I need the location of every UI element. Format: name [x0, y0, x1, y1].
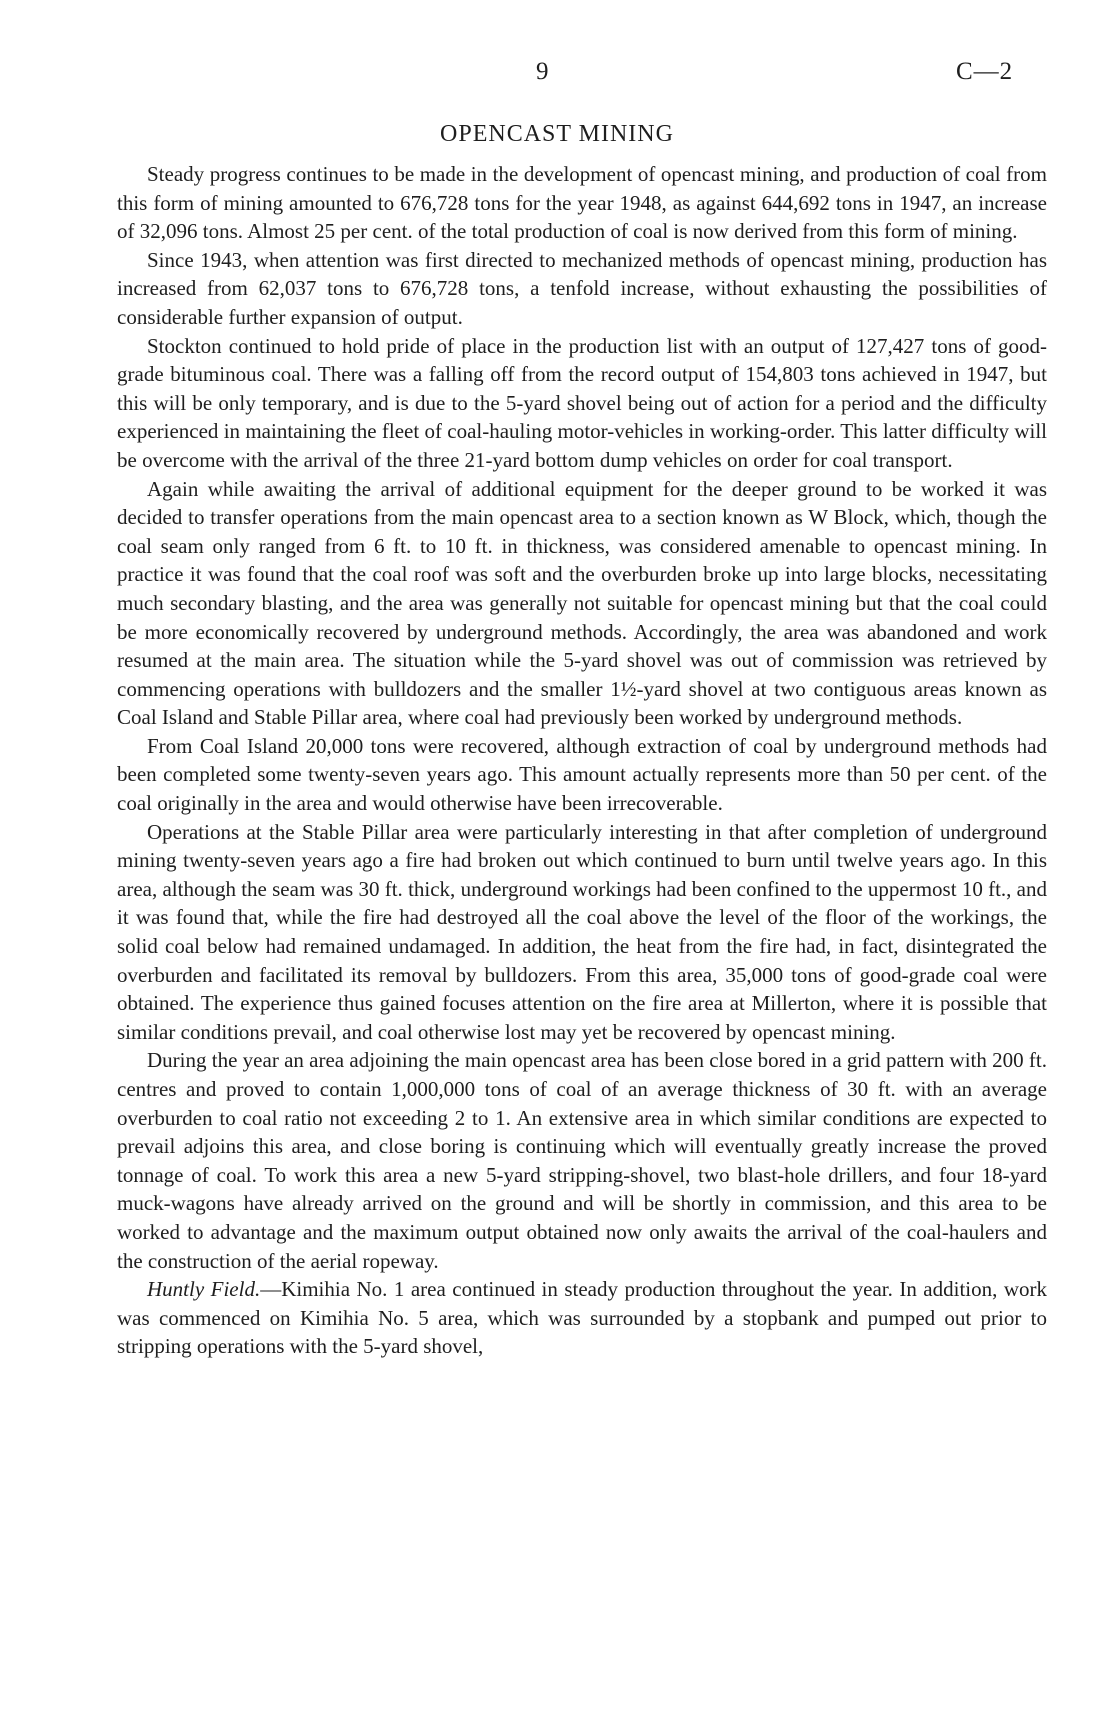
- paragraph-text: Stockton continued to hold pride of place in the production list with an output of 127,427 tons of good-grade bituminous coal. There was a falling off from the record output of 154,803 tons achieved in 1947, but this will be only temporary, and is due to the 5-yard shovel being out of action for a period and the difficulty experienced in maintaining the fleet of coal-hauling motor-vehicles in working-order. This latter difficulty will be overcome with the arrival of the three 21-yard bottom dump vehicles on order for coal transport.: [117, 333, 1047, 472]
- paragraph: [117, 475, 1047, 732]
- paragraph: [117, 732, 1047, 818]
- paragraph-lead-heading: Huntly Field.: [147, 1277, 261, 1302]
- report-code: C—2: [956, 58, 1014, 85]
- paragraph: [117, 246, 1047, 332]
- paragraph: [117, 1046, 1047, 1275]
- section-title: OPENCAST MINING: [440, 121, 674, 147]
- paragraph-text: Again while awaiting the arrival of additional equipment for the deeper ground to be worked it was decided to transfer operations from the main opencast area to a section known as W Block, which, though the coal seam only ranged from 6 ft. to 10 ft. in thickness, was considered amenable to opencast mining. In practice it was found that the coal roof was soft and the overburden broke up into large blocks, necessitating much secondary blasting, and the area was generally not suitable for opencast mining but that the coal could be more economically recovered by underground methods. Accordingly, the area was abandoned and work resumed at the main area. The situation while the 5-yard shovel was out of commission was retrieved by commencing operations with bulldozers and the smaller 1½-yard shovel at two contiguous areas known as Coal Island and Stable Pillar area, where coal had previously been worked by underground methods.: [117, 476, 1047, 730]
- paragraph-text: From Coal Island 20,000 tons were recovered, although extraction of coal by underground methods had been completed some twenty-seven years ago. This amount actually represents more than 50 per cent. of the coal originally in the area and would otherwise have been irrecoverable.: [117, 733, 1047, 816]
- paragraph-text: Since 1943, when attention was first directed to mechanized methods of opencast mining, production has increased from 62,037 tons to 676,728 tons, a tenfold increase, without exhausting the possibilities of considerable further expansion of output.: [117, 247, 1047, 329]
- paragraph: [117, 332, 1047, 475]
- paragraph-text: During the year an area adjoining the main opencast area has been close bored in a grid pattern with 200 ft. centres and proved to contain 1,000,000 tons of coal of an average thickness of 30 ft. with an average overburden to coal ratio not exceeding 2 to 1. An extensive area in which similar conditions are expected to prevail adjoins this area, and close boring is continuing which will eventually greatly increase the proved tonnage of coal. To work this area a new 5-yard stripping-shovel, two blast-hole drillers, and four 18-yard muck-wagons have already arrived on the ground and will be shortly in commission, and this area to be worked to advantage and the maximum output obtained now only awaits the arrival of the coal-haulers and the construction of the aerial ropeway.: [117, 1048, 1047, 1273]
- paragraph-text: Steady progress continues to be made in the development of opencast mining, and production of coal from this form of mining amounted to 676,728 tons for the year 1948, as against 644,692 tons in 1947, an increase of 32,096 tons. Almost 25 per cent. of the total production of coal is now derived from this form of mining.: [117, 162, 1047, 244]
- page-number: 9: [536, 58, 549, 85]
- page-header: [0, 58, 1114, 92]
- paragraph-text: Operations at the Stable Pillar area were particularly interesting in that after completion of underground mining twenty-seven years ago a fire had broken out which continued to burn until twelve years ago. In this area, although the seam was 30 ft. thick, underground workings had been confined to the uppermost 10 ft., and it was found that, while the fire had destroyed all the coal above the level of the floor of the workings, the solid coal below had remained undamaged. In addition, the heat from the fire had, in fact, disintegrated the overburden and facilitated its removal by bulldozers. From this area, 35,000 tons of good-grade coal were obtained. The experience thus gained focuses attention on the fire area at Millerton, where it is possible that similar conditions prevail, and coal otherwise lost may yet be recovered by opencast mining.: [117, 819, 1047, 1044]
- paragraph: [117, 818, 1047, 1047]
- paragraph: [117, 1275, 1047, 1361]
- paragraph: [117, 160, 1047, 246]
- body-text: [117, 160, 1047, 1361]
- paragraph-text: —Kimihia No. 1 area continued in steady production throughout the year. In addition, work was commenced on Kimihia No. 5 area, which was surrounded by a stopbank and pumped out prior to stripping operations with the 5-yard shovel,: [117, 1277, 1047, 1359]
